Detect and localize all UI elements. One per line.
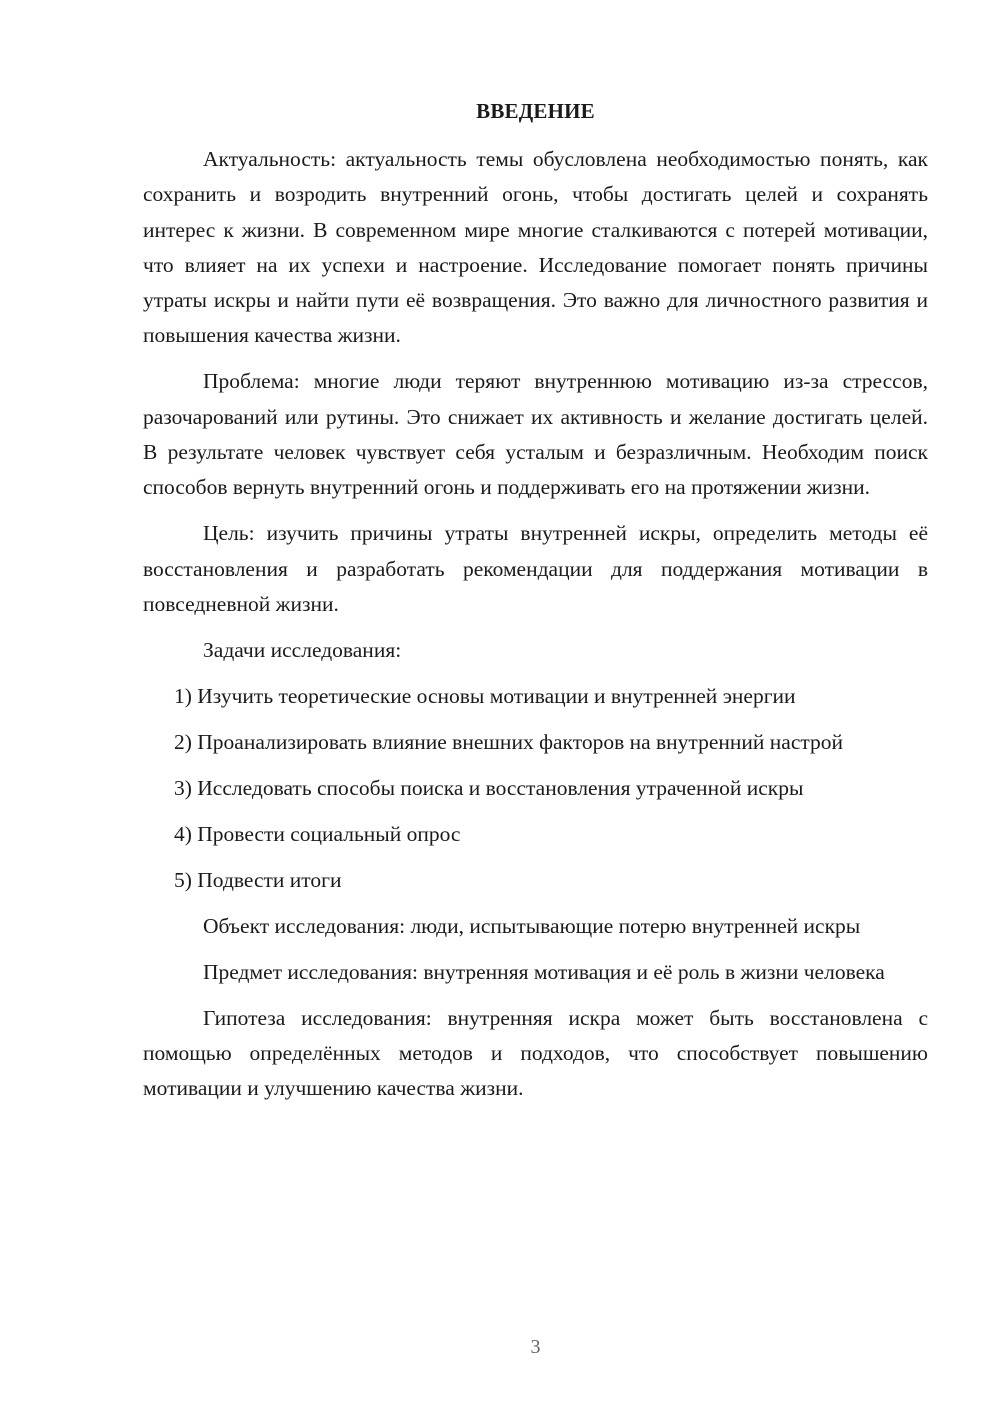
tasks-heading: Задачи исследования:: [203, 637, 402, 662]
page-number: 3: [530, 1336, 541, 1358]
document-page: [143, 0, 928, 1414]
task-item-4: 4) Провести социальный опрос: [174, 821, 461, 846]
task-item-2: 2) Проанализировать влияние внешних факторов на внутренний настрой: [174, 729, 844, 754]
task-item-5: 5) Подвести итоги: [174, 867, 342, 892]
goal-paragraph: Цель: изучить причины утраты внутренней искры, определить методы её восстановления и разработать рекомендации для поддержания мотивации в повседневной жизни.: [143, 521, 928, 616]
object-paragraph: Объект исследования: люди, испытывающие потерю внутренней искры: [203, 913, 861, 938]
page-title: ВВЕДЕНИЕ: [476, 99, 595, 123]
task-item-1: 1) Изучить теоретические основы мотивации и внутренней энергии: [174, 683, 796, 708]
document-body: [143, 142, 928, 1107]
task-item-3: 3) Исследовать способы поиска и восстановления утраченной искры: [174, 775, 804, 800]
hypothesis-paragraph: Гипотеза исследования: внутренняя искра может быть восстановлена с помощью определённых методов и подходов, что способствует повышению мотивации и улучшению качества жизни.: [143, 1005, 928, 1101]
relevance-paragraph: Актуальность: актуальность темы обусловлена необходимостью понять, как сохранить и возродить внутренний огонь, чтобы достигать целей и сохранять интерес к жизни. В современном мире многие сталкиваются с потерей мотивации, что влияет на их успехи и настроение. Исследование помогает понять причины утраты искры и найти пути её возвращения. Это важно для личностного развития и повышения качества жизни.: [143, 147, 928, 348]
subject-paragraph: Предмет исследования: внутренняя мотивация и её роль в жизни человека: [203, 959, 885, 984]
problem-paragraph: Проблема: многие люди теряют внутреннюю мотивацию из-за стрессов, разочарований или рутины. Это снижает их активность и желание достигать целей. В результате человек чувствует себя усталым и безразличным. Необходим поиск способов вернуть внутренний огонь и поддерживать его на протяжении жизни.: [143, 369, 928, 500]
